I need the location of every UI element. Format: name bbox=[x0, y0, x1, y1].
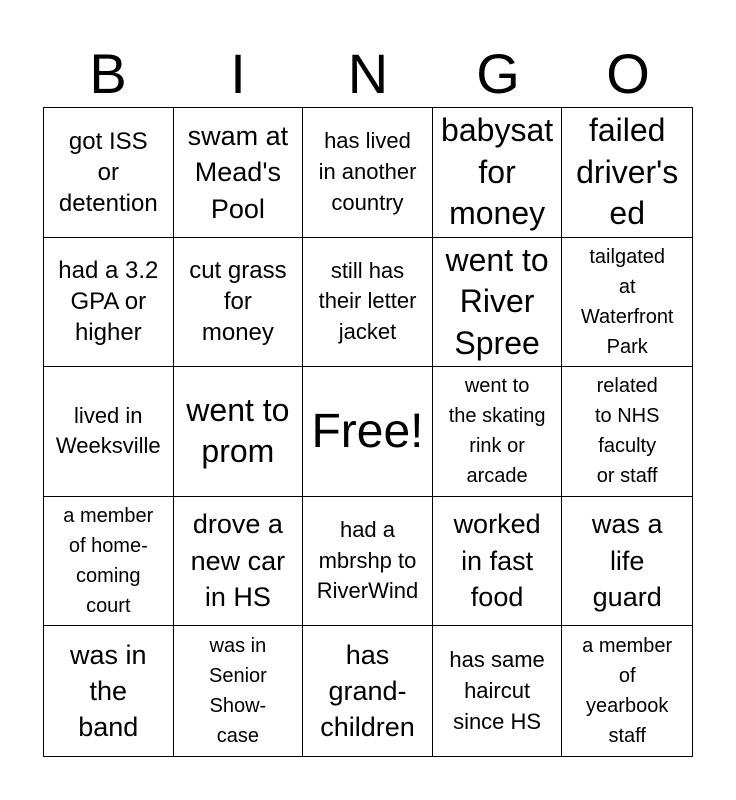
bingo-cell[interactable]: drove a new car in HS bbox=[174, 497, 304, 627]
bingo-grid bbox=[43, 107, 693, 757]
bingo-cell[interactable]: related to NHS faculty or staff bbox=[562, 367, 692, 497]
bingo-cell[interactable]: went to prom bbox=[174, 367, 304, 497]
bingo-cell[interactable]: cut grass for money bbox=[174, 238, 304, 368]
bingo-cell[interactable]: was in Senior Show- case bbox=[174, 626, 304, 756]
bingo-cell[interactable]: swam at Mead's Pool bbox=[174, 108, 304, 238]
bingo-cell[interactable]: has grand- children bbox=[303, 626, 433, 756]
bingo-cell[interactable]: had a mbrshp to RiverWind bbox=[303, 497, 433, 627]
header-letter-b: B bbox=[89, 42, 127, 105]
bingo-cell[interactable]: was in the band bbox=[44, 626, 174, 756]
free-space-cell[interactable]: Free! bbox=[303, 367, 433, 497]
header-letter-n: N bbox=[347, 42, 389, 105]
bingo-cell[interactable]: was a life guard bbox=[562, 497, 692, 627]
bingo-cell[interactable]: tailgated at Waterfront Park bbox=[562, 238, 692, 368]
bingo-cell[interactable]: still has their letter jacket bbox=[303, 238, 433, 368]
bingo-cell[interactable]: worked in fast food bbox=[433, 497, 563, 627]
bingo-header bbox=[43, 40, 693, 108]
bingo-cell[interactable]: got ISS or detention bbox=[44, 108, 174, 238]
bingo-cell[interactable]: went to the skating rink or arcade bbox=[433, 367, 563, 497]
header-letter-i: I bbox=[230, 42, 246, 105]
bingo-cell[interactable]: had a 3.2 GPA or higher bbox=[44, 238, 174, 368]
header-letter-g: G bbox=[476, 42, 520, 105]
bingo-cell[interactable]: lived in Weeksville bbox=[44, 367, 174, 497]
bingo-cell[interactable]: failed driver's ed bbox=[562, 108, 692, 238]
bingo-cell[interactable]: has same haircut since HS bbox=[433, 626, 563, 756]
bingo-cell[interactable]: a member of yearbook staff bbox=[582, 635, 673, 748]
bingo-cell[interactable]: went to River Spree bbox=[433, 238, 563, 368]
bingo-cell[interactable]: has lived in another country bbox=[303, 108, 433, 238]
bingo-cell[interactable]: babysat for money bbox=[433, 108, 563, 238]
header-letter-o: O bbox=[606, 42, 650, 105]
bingo-cell[interactable]: a member of home- coming court bbox=[44, 497, 174, 627]
